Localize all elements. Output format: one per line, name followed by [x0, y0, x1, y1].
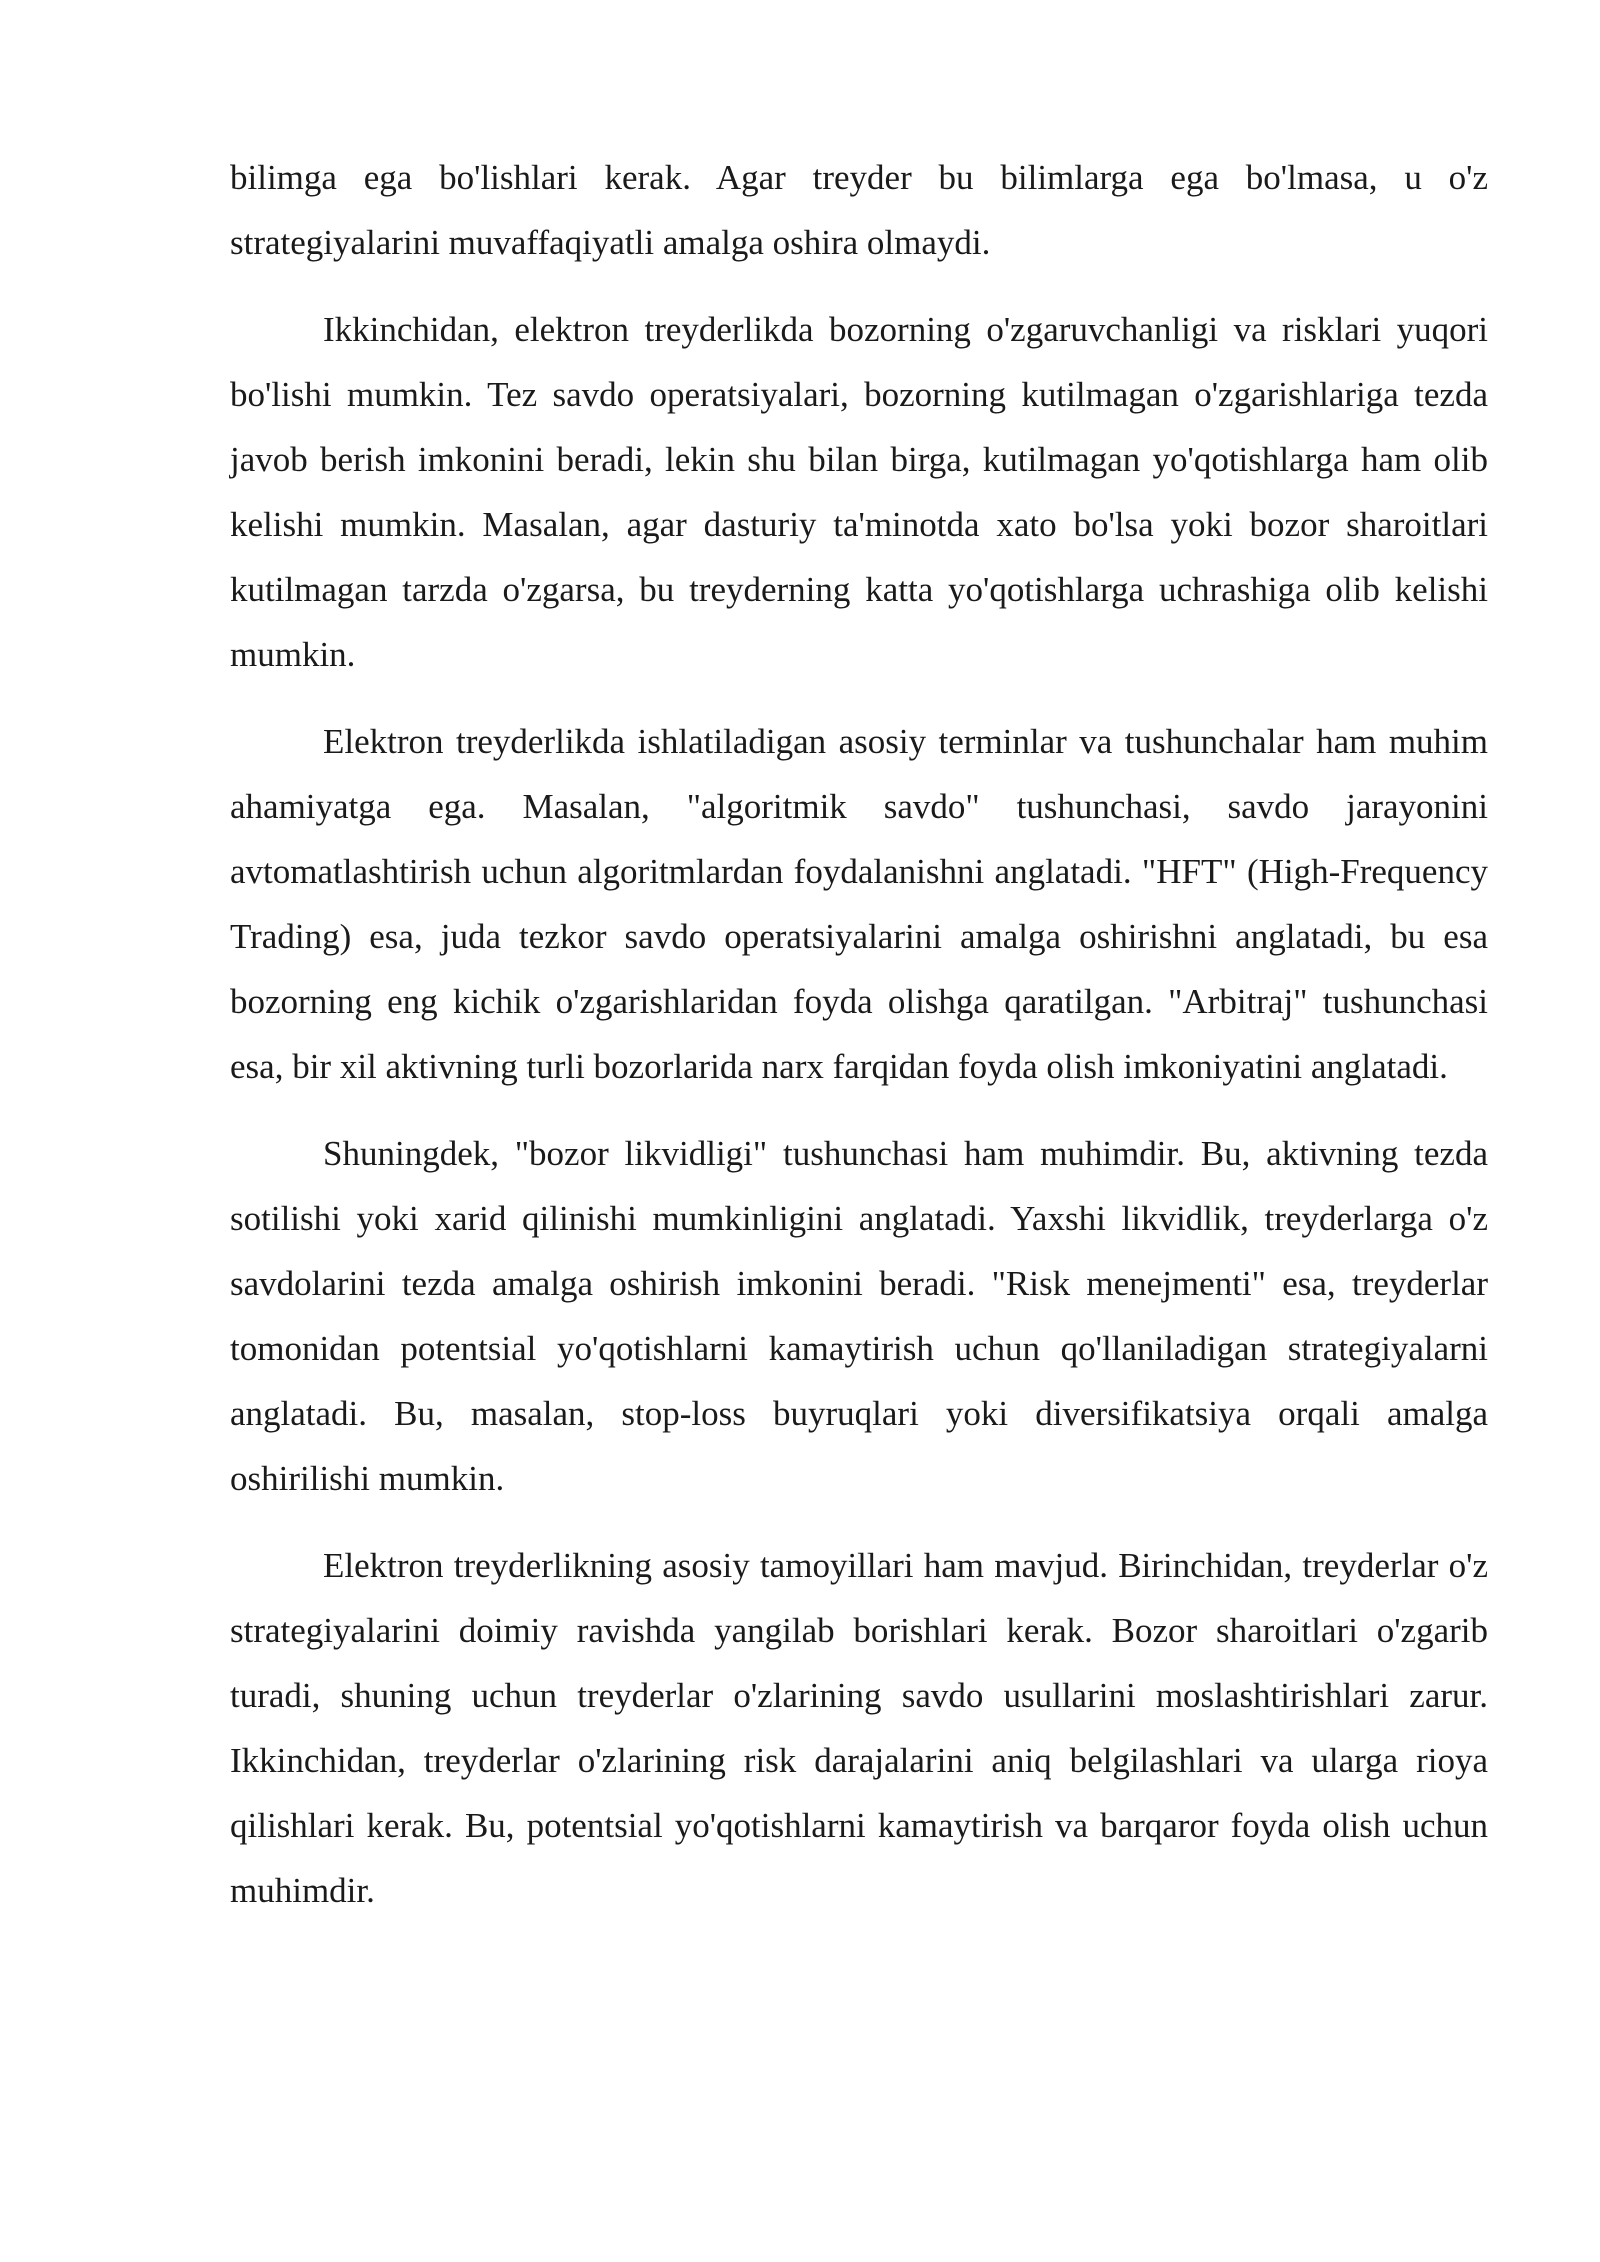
- paragraph-core-principles: Elektron treyderlikning asosiy tamoyillari ham mavjud. Birinchidan, treyderlar o'z strategiyalarini doimiy ravishda yangilab borishlari kerak. Bozor sharoitlari o'zgarib turadi, shuning uchun treyderlar o'zlarining savdo usullarini moslashtirishlari zarur. Ikkinchidan, treyderlar o'zlarining risk darajalarini aniq belgilashlari va ularga rioya qilishlari kerak. Bu, potentsial yo'qotishlarni kamaytirish va barqaror foyda olish uchun muhimdir.: [230, 1546, 1488, 1910]
- paragraph-liquidity-risk-management: Shuningdek, "bozor likvidligi" tushunchasi ham muhimdir. Bu, aktivning tezda sotilishi yoki xarid qilinishi mumkinligini anglatadi. Yaxshi likvidlik, treyderlarga o'z savdolarini tezda amalga oshirish imkonini beradi. "Risk menejmenti" esa, treyderlar tomonidan potentsial yo'qotishlarni kamaytirish uchun qo'llaniladigan strategiyalarni anglatadi. Bu, masalan, stop-loss buyruqlari yoki diversifikatsiya orqali amalga oshirilishi mumkin.: [230, 1134, 1488, 1498]
- document-body: [230, 145, 1488, 1945]
- paragraph-key-terms: Elektron treyderlikda ishlatiladigan asosiy terminlar va tushunchalar ham muhim ahamiyatga ega. Masalan, "algoritmik savdo" tushunchasi, savdo jarayonini avtomatlashtirish uchun algoritmlardan foydalanishni anglatadi. "HFT" (High-Frequency Trading) esa, juda tezkor savdo operatsiyalarini amalga oshirishni anglatadi, bu esa bozorning eng kichik o'zgarishlaridan foyda olishga qaratilgan. "Arbitraj" tushunchasi esa, bir xil aktivning turli bozorlarida narx farqidan foyda olish imkoniyatini anglatadi.: [230, 722, 1488, 1086]
- paragraph-volatility-risks: Ikkinchidan, elektron treyderlikda bozorning o'zgaruvchanligi va risklari yuqori bo'lishi mumkin. Tez savdo operatsiyalari, bozorning kutilmagan o'zgarishlariga tezda javob berish imkonini beradi, lekin shu bilan birga, kutilmagan yo'qotishlarga ham olib kelishi mumkin. Masalan, agar dasturiy ta'minotda xato bo'lsa yoki bozor sharoitlari kutilmagan tarzda o'zgarsa, bu treyderning katta yo'qotishlarga uchrashiga olib kelishi mumkin.: [230, 310, 1488, 674]
- paragraph-continuation: bilimga ega bo'lishlari kerak. Agar treyder bu bilimlarga ega bo'lmasa, u o'z strategiyalarini muvaffaqiyatli amalga oshira olmaydi.: [230, 158, 1488, 262]
